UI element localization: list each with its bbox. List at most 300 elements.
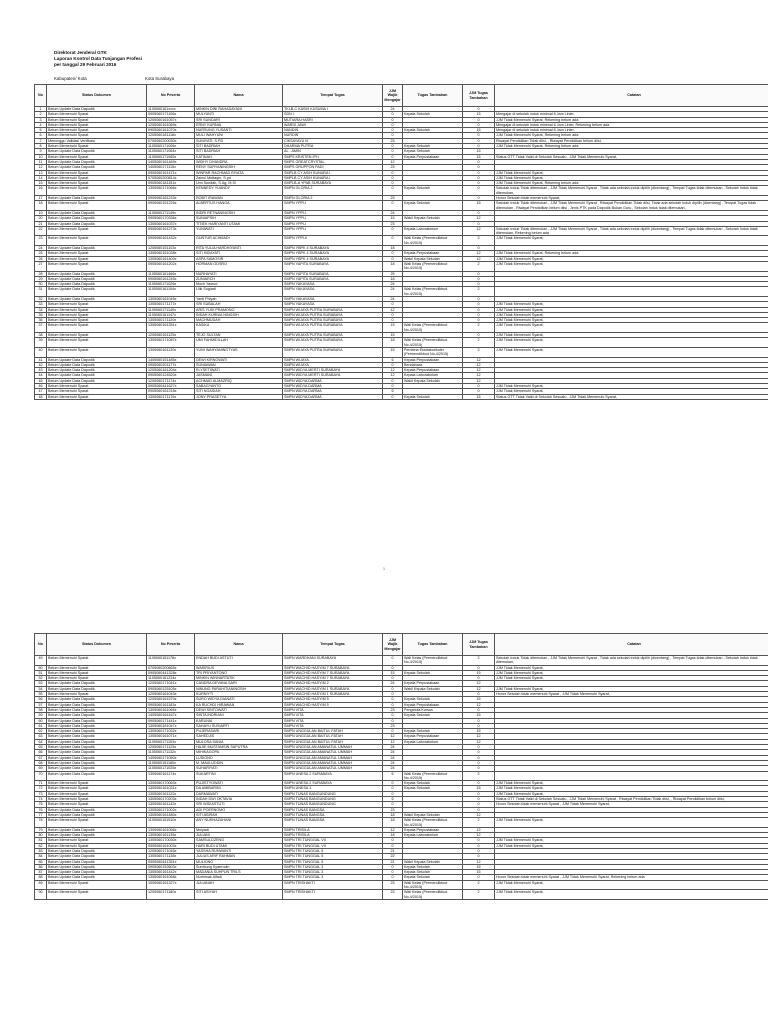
col-jjm: 12 <box>383 739 403 744</box>
col-peserta: 1105060171149x <box>147 210 195 215</box>
table-row <box>35 287 768 297</box>
col-jjm: 15 <box>383 323 403 333</box>
col-jjm: 12 <box>383 827 403 832</box>
col-tugas: Kepala Sekolah <box>403 875 463 880</box>
col-jjm: 24 <box>383 745 403 750</box>
col-no: 33 <box>35 302 47 307</box>
col-no: 83 <box>35 848 47 853</box>
col-jjm: 15 <box>383 216 403 221</box>
col-jjm-tugas: 15 <box>463 154 495 159</box>
col-status: Belum Update Data Dapodik <box>47 362 147 367</box>
col-no: 57 <box>35 702 47 707</box>
col-nama: SUNIAPSIH <box>195 216 283 221</box>
col-jjm: 15 <box>383 670 403 675</box>
col-peserta: 1305060170203x <box>147 797 195 802</box>
col-no: 81 <box>35 838 47 843</box>
col-jjm-tugas: 12 <box>463 734 495 739</box>
col-jjm-tugas: 0 <box>463 781 495 786</box>
col-nama: INDAH DWI OKTAVIA <box>195 797 283 802</box>
col-status: Belum Memenuhi Syarat <box>47 384 147 389</box>
col-catatan: JJM Tidak Memenuhi Syarat, <box>495 838 768 843</box>
col-tugas: Wali Kelas (Permendikbud No.4/2015) <box>403 323 463 333</box>
col-jjm: 18 <box>383 261 403 271</box>
col-tempat: NURDIN <box>283 133 383 138</box>
col-peserta: 0705060200665x <box>147 665 195 670</box>
col-nama: SUNIAWAN <box>195 362 283 367</box>
col-peserta: 1205060171045x <box>147 848 195 853</box>
col-nama: ASPA SAMOSIR <box>195 256 283 261</box>
col-status: Belum Update Data Dapodik <box>47 750 147 755</box>
col-jjm: 0 <box>383 149 403 154</box>
header-line-1: Direktorat Jenderal GTK <box>54 50 107 55</box>
col-tempat: SMPN TUNAS BANGSA <box>283 812 383 817</box>
col-peserta: 1205060171125x <box>147 745 195 750</box>
col-catatan: JJM Tidak Memenuhi Syarat, <box>495 890 768 900</box>
col-peserta: 0905060161273x <box>147 226 195 236</box>
col-tempat: SMPN YPPI-I <box>283 226 383 236</box>
col-jjm-tugas: 12 <box>463 833 495 838</box>
col-no: 32 <box>35 296 47 301</box>
col-nama: ERNY KURNIA <box>195 122 283 127</box>
col-nama: SINTA INDRIANI <box>195 713 283 718</box>
col-catatan: JJM Tidak Memenuhi Syarat, <box>495 175 768 180</box>
col-nama: MIHIKAGOPA <box>195 750 283 755</box>
col-jjm-tugas: 0 <box>463 854 495 859</box>
col-jjm: 12 <box>383 373 403 378</box>
col-status: Belum Update Data Dapodik <box>47 221 147 226</box>
col-jjm-tugas: 12 <box>463 216 495 221</box>
col-peserta: 1205060161570x <box>147 697 195 702</box>
col-jjm-tugas: 12 <box>463 251 495 256</box>
col-catatan: Status GTT Tidak Valid di Sekolah Sesuatu , JJM Tidak Memenuhi Syarat , Riwayat Pendidikan Tidak diisi, , Riwayat Pendidikan belum diisi, <box>495 797 768 802</box>
col-no: 42 <box>35 362 47 367</box>
col-no: 34 <box>35 307 47 312</box>
col-no: 54 <box>35 686 47 691</box>
col-tugas: Wali Kelas (Permendikbud No.4/2015) <box>403 880 463 890</box>
col-peserta: 1305060161142x <box>147 802 195 807</box>
col-no: 74 <box>35 797 47 802</box>
col-peserta: 1305060161442x <box>147 870 195 875</box>
col-nama: SRI SUBALAH <box>195 302 283 307</box>
col-status: Belum Update Data Dapodik <box>47 848 147 853</box>
col-nama: SAHEDJIS <box>195 734 283 739</box>
col-status: Belum Memenuhi Syarat <box>47 312 147 317</box>
col-peserta: 0905060441627x <box>147 384 195 389</box>
col-peserta: 0905060161003x <box>147 843 195 848</box>
col-jjm: 18 <box>383 812 403 817</box>
col-no: 2 <box>35 112 47 117</box>
col-catatan: JJM Tidak Memenuhi Syarat, <box>495 843 768 848</box>
col-peserta: 1305060161130x <box>147 347 195 357</box>
col-status: Belum Memenuhi Syarat <box>47 323 147 333</box>
col-tugas: Wali Kelas (Permendikbud No.4/2015) <box>403 236 463 246</box>
col-no: 78 <box>35 818 47 828</box>
col-tempat: MUTIARA HASRI <box>283 117 383 122</box>
col-no: 89 <box>35 880 47 890</box>
col-tempat: SMPN UNGGULAN AMANATUL UMMAH <box>283 760 383 765</box>
col-no: 4 <box>35 122 47 127</box>
col-tempat: SMPLB CY ASIH KUNARA I <box>283 170 383 175</box>
col-peserta: 1105060171064x <box>147 149 195 154</box>
col-status: Belum Update Data Dapodik <box>47 276 147 281</box>
col-jjm: 0 <box>383 175 403 180</box>
col-jjm-tugas: 0 <box>463 296 495 301</box>
col-jjm-tugas: 15 <box>463 729 495 734</box>
col-jjm-tugas: 0 <box>463 384 495 389</box>
col-peserta: 1205060181118x <box>147 133 195 138</box>
col-jjm-tugas: 15 <box>463 713 495 718</box>
col-jjm: 24 <box>383 296 403 301</box>
col-jjm: 23 <box>383 890 403 900</box>
col-catatan: JJM Tidak Memenuhi Syarat, <box>495 676 768 681</box>
col-catatan: Status GTT Tidak Valid di Sekolah Sesuatu , JJM Tidak Memenuhi Syarat, <box>495 154 768 159</box>
col-nama: INDRI RETNANINGSIH <box>195 210 283 215</box>
col-status: Belum Memenuhi Syarat <box>47 394 147 399</box>
col-status: Belum Update Data Dapodik <box>47 107 147 112</box>
col-jjm: 0 <box>383 786 403 791</box>
col-tempat: SMPN WACHID HASYIM 5 <box>283 702 383 707</box>
col-nama: DEWI KIRNOWATI <box>195 357 283 362</box>
col-jjm-tugas: 0 <box>463 276 495 281</box>
header-col-tugas: Tugas Tambahan <box>403 634 463 656</box>
col-peserta: 1205060161043x <box>147 692 195 697</box>
col-jjm: 23 <box>383 723 403 728</box>
col-nama: TEJO SULTAN <box>195 333 283 338</box>
col-catatan: JJM Tidak Memenuhi Syarat, <box>495 323 768 333</box>
col-tempat: TKLB-C KASIH KUSUMA I <box>283 107 383 112</box>
col-status: Belum Memenuhi Syarat <box>47 175 147 180</box>
col-peserta: 1105060171140x <box>147 307 195 312</box>
col-jjm: 0 <box>383 312 403 317</box>
col-jjm-tugas: 2 <box>463 236 495 246</box>
table-row <box>35 201 768 211</box>
col-jjm-tugas: 0 <box>463 318 495 323</box>
col-status: Belum Memenuhi Syarat <box>47 112 147 117</box>
col-jjm-tugas: 15 <box>463 394 495 399</box>
col-peserta: 1005060161327x <box>147 880 195 890</box>
col-no: 56 <box>35 697 47 702</box>
col-no: 51 <box>35 670 47 675</box>
col-catatan: Sekolah Induk Tidak ditemukan , JJM Tidak Memenuhi Syarat , Tidak ada sekolah induk dipilih (dicentang) , Tempat Tugas tidak ditemukan , Sekolah Induk tidak ditemukan, <box>495 186 768 196</box>
col-no: 20 <box>35 216 47 221</box>
header-line-2: Laporan Kontrol Data Tunjangan Profesi <box>54 56 142 61</box>
col-no: 29 <box>35 276 47 281</box>
col-catatan: JJM Tidak Memenuhi Syarat, <box>495 338 768 348</box>
col-peserta: 0905060161070x <box>147 128 195 133</box>
col-peserta: 1305060171087x <box>147 338 195 348</box>
col-tempat: SMPN TUNAS BANGSA <box>283 807 383 812</box>
col-peserta: 0905060125105x <box>147 686 195 691</box>
col-jjm-tugas: 12 <box>463 226 495 236</box>
col-peserta: 1305060161135x <box>147 833 195 838</box>
header-col-peserta: No Peserta <box>147 634 195 656</box>
col-status: Belum Update Data Dapodik <box>47 833 147 838</box>
col-nama: SITI ASIYAH <box>195 890 283 900</box>
col-tempat: SMPN WACHID HASYIM 5 <box>283 697 383 702</box>
col-jjm-tugas: 0 <box>463 138 495 143</box>
col-tugas: Kepala Sekolah <box>403 729 463 734</box>
col-jjm: 12 <box>383 307 403 312</box>
col-jjm: 23 <box>383 807 403 812</box>
col-no: 87 <box>35 870 47 875</box>
col-nama: RITA YULIA HARDHIYANTI <box>195 246 283 251</box>
col-tempat: SMPN UNGGULAN AMANATUL UMMAH <box>283 745 383 750</box>
col-tempat: SMPN WIJAYA PUTRA SURABAYA <box>283 307 383 312</box>
col-status: Belum Update Data Dapodik <box>47 812 147 817</box>
table-row <box>35 818 768 828</box>
col-tempat: SMPN WIDYA MERTI SURABAYA <box>283 373 383 378</box>
header-col-jjm-tugas: JJM Tugas Tambahan <box>463 634 495 656</box>
col-nama: SABAGYANTO <box>195 384 283 389</box>
col-nama: KENNEDY YUANDY <box>195 186 283 196</box>
col-jjm: 0 <box>383 729 403 734</box>
col-peserta: 1305060170063x <box>147 781 195 786</box>
col-tempat: SMPN TRI TUNGGAL VII <box>283 838 383 843</box>
col-nama: ADI POERNOMO <box>195 807 283 812</box>
col-nama: ALBERTUS HANGA <box>195 201 283 211</box>
col-jjm: 0 <box>383 226 403 236</box>
col-status: Belum Memenuhi Syarat <box>47 802 147 807</box>
col-no: 47 <box>35 389 47 394</box>
col-jjm: 0 <box>383 686 403 691</box>
col-nama: KATINAH <box>195 154 283 159</box>
col-jjm: 18 <box>383 276 403 281</box>
col-jjm-tugas: 0 <box>463 246 495 251</box>
col-tugas: Kepala Perpustakaan <box>403 681 463 686</box>
col-nama: MADANIA SUHPUN TRILS <box>195 870 283 875</box>
col-peserta: 1105060161147x <box>147 312 195 317</box>
col-tugas: Kepala Sekolah <box>403 781 463 786</box>
col-jjm: 24 <box>383 287 403 297</box>
col-peserta: 1305060171120x <box>147 318 195 323</box>
col-nama: MINKIN DINI RAHADAYANI <box>195 107 283 112</box>
col-nama: TITIEK HARIYANTI UTAMI <box>195 221 283 226</box>
col-nama: Mulyadi <box>195 827 283 832</box>
col-no: 58 <box>35 707 47 712</box>
col-no: 80 <box>35 833 47 838</box>
col-nama: MULOSA SANIA <box>195 739 283 744</box>
col-no: 31 <box>35 287 47 297</box>
header-col-no: No <box>35 634 47 656</box>
col-tempat: SMPN YBPK 4 SURABAYA <box>283 246 383 251</box>
col-peserta: 1305060161031x <box>147 786 195 791</box>
col-tempat: SMPN WIDYA MERTI SURABAYA <box>283 368 383 373</box>
col-catatan: JJM Tidak Memenuhi Syarat, <box>495 880 768 890</box>
col-status: Belum Memenuhi Syarat <box>47 692 147 697</box>
col-nama: DEWI SINTOWATI <box>195 707 283 712</box>
col-no: 79 <box>35 827 47 832</box>
col-jjm: 12 <box>383 734 403 739</box>
col-peserta: 1305060161351x <box>147 323 195 333</box>
col-jjm-tugas: 2 <box>463 880 495 890</box>
col-peserta: 0705060200814x <box>147 175 195 180</box>
col-status: Belum Memenuhi Syarat <box>47 170 147 175</box>
col-jjm: 0 <box>383 112 403 117</box>
col-tempat: SMPN WACHID HASYIM 1 SURABAYA <box>283 692 383 697</box>
col-status: Belum Update Data Dapodik <box>47 686 147 691</box>
col-no: 18 <box>35 201 47 211</box>
col-peserta: 0905060181151x <box>147 181 195 186</box>
col-jjm: 18 <box>383 818 403 828</box>
col-tugas: Kepala Sekolah <box>403 186 463 196</box>
col-tempat: SMPN YAKAYASA <box>283 302 383 307</box>
header-col-no: No <box>35 85 47 107</box>
col-tempat: WARDI JAWI <box>283 122 383 127</box>
col-peserta: 0905060161245x <box>147 276 195 281</box>
col-jjm-tugas: 12 <box>463 378 495 383</box>
col-jjm: 0 <box>383 791 403 796</box>
col-nama: SRI WIDIASTUTI <box>195 802 283 807</box>
col-tugas: Kepala Perpustakaan <box>403 251 463 256</box>
col-tempat: SMPN WIJAYA PUTRA SURABAYA <box>283 323 383 333</box>
col-nama: LUSIONO <box>195 755 283 760</box>
col-peserta: 1105060151160x <box>147 760 195 765</box>
col-status: Belum Update Data Dapodik <box>47 159 147 164</box>
col-jjm-tugas: 15 <box>463 112 495 117</box>
col-status: Belum Update Data Dapodik <box>47 373 147 378</box>
col-tempat: SMPN UNGGULAN BAITUL FATAH <box>283 729 383 734</box>
col-peserta: 1305060161037x <box>147 221 195 226</box>
col-status: Belum Memenuhi Syarat <box>47 302 147 307</box>
col-nama: NINUNG PARAHITIANINGSIH <box>195 686 283 691</box>
col-tugas: Kepala Sekolah <box>403 394 463 399</box>
col-nama: JULIANAH <box>195 880 283 890</box>
col-no: 14 <box>35 175 47 180</box>
col-tempat: SMPN WACHID HASYIM 2 <box>283 681 383 686</box>
col-peserta: 1205060151103x <box>147 246 195 251</box>
col-jjm-tugas: 12 <box>463 368 495 373</box>
col-no: 77 <box>35 812 47 817</box>
col-jjm: 0 <box>383 875 403 880</box>
col-peserta: 1405060151485x <box>147 357 195 362</box>
col-nama: HAJIE MUSTAMSIN SAPUTRA <box>195 745 283 750</box>
col-jjm: 0 <box>383 864 403 869</box>
col-no: 62 <box>35 729 47 734</box>
col-no: 66 <box>35 750 47 755</box>
col-jjm: 0 <box>383 692 403 697</box>
col-peserta: 1205060161069x <box>147 122 195 127</box>
col-jjm-tugas: 0 <box>463 665 495 670</box>
col-tempat: SMPN WIJAYA PUTRA SURABAYA <box>283 312 383 317</box>
col-jjm-tugas: 15 <box>463 128 495 133</box>
col-jjm-tugas: 15 <box>463 670 495 675</box>
col-jjm-tugas: 12 <box>463 357 495 362</box>
col-status: Belum Memenuhi Syarat <box>47 186 147 196</box>
col-catatan: JJM Tidak Memenuhi Syarat, <box>495 786 768 791</box>
col-tempat: SMPN WIJAYA <box>283 357 383 362</box>
col-jjm: 0 <box>383 656 403 666</box>
col-no: 43 <box>35 368 47 373</box>
header-col-jjm: JJM Wajib Mengajar <box>383 85 403 107</box>
col-tugas: Kepala Laboratorium <box>403 739 463 744</box>
col-catatan: JJM Tidak Memenuhi Syarat, <box>495 302 768 307</box>
col-jjm-tugas: 0 <box>463 843 495 848</box>
col-nama: Lilik Sugiarti <box>195 287 283 297</box>
col-catatan: Sekolah Induk Tidak ditemukan , JJM Tidak Memenuhi Syarat , Tidak ada sekolah induk dipilih (dicentang) , Tempat Tugas tidak ditemukan , Sekolah Induk tidak ditemukan, <box>495 656 768 666</box>
col-peserta: 1105060171132x <box>147 750 195 755</box>
col-peserta: 1205060171041x <box>147 681 195 686</box>
col-status: Belum Memenuhi Syarat <box>47 843 147 848</box>
col-jjm: 12 <box>383 368 403 373</box>
col-tugas: Kepala Perpustakaan <box>403 357 463 362</box>
col-tugas: Kepala Sekolah <box>403 149 463 154</box>
col-peserta: 0905060170336x <box>147 216 195 221</box>
col-catatan: JJM Tidak Memenuhi Syarat, <box>495 307 768 312</box>
col-no: 61 <box>35 723 47 728</box>
col-jjm: 0 <box>383 144 403 149</box>
col-jjm-tugas: 12 <box>463 373 495 378</box>
header-col-status: Status Dokumen <box>47 85 147 107</box>
col-status: Belum Memenuhi Syarat <box>47 318 147 323</box>
col-no: 82 <box>35 843 47 848</box>
col-status: Belum Update Data Dapodik <box>47 216 147 221</box>
col-tugas: Kepala Sekolah <box>403 670 463 675</box>
col-status: Belum Update Data Dapodik <box>47 807 147 812</box>
col-jjm-tugas: 0 <box>463 875 495 880</box>
col-jjm: 0 <box>383 133 403 138</box>
col-jjm-tugas: 15 <box>463 786 495 791</box>
col-catatan: Sekolah Induk Tidak ditemukan , JJM Tidak Memenuhi Syarat , Riwayat Pendidikan Tidak diisi, Tidak ada sekolah induk dipilih (dicentang) , Tempat Tugas tidak ditemukan , Riwayat Pendidikan belum diisi , Jenis PTK pada Dapodik Bukan Guru , Sekolah Induk tidak ditemukan, <box>495 201 768 211</box>
col-no: 17 <box>35 196 47 201</box>
col-no: 9 <box>35 149 47 154</box>
col-jjm-tugas: 0 <box>463 122 495 127</box>
col-peserta: 1405060171050x <box>147 755 195 760</box>
col-catatan: JJM Tidak Memenuhi Syarat, <box>495 236 768 246</box>
col-tugas: Kepala Perpustakaan <box>403 154 463 159</box>
col-nama: YASSHA RUNWANTI <box>195 848 283 853</box>
col-status: Belum Memenuhi Syarat <box>47 181 147 186</box>
col-nama: ELYSETIWATI <box>195 368 283 373</box>
col-status: Belum Update Data Dapodik <box>47 734 147 739</box>
col-nama: JULIANI <box>195 833 283 838</box>
col-nama: CANDRA DEVANA SARI <box>195 681 283 686</box>
col-status: Belum Update Data Dapodik <box>47 165 147 170</box>
col-tempat: SMPN TUNAS BANGUNDUNG <box>283 797 383 802</box>
col-jjm: 6 <box>383 357 403 362</box>
col-jjm: 0 <box>383 181 403 186</box>
table-row <box>35 890 768 900</box>
col-jjm: 24 <box>383 755 403 760</box>
report-table-1 <box>34 84 768 400</box>
table-row <box>35 771 768 781</box>
col-status: Belum Update Data Dapodik <box>47 771 147 781</box>
col-no: 15 <box>35 181 47 186</box>
col-status: Belum Update Data Dapodik <box>47 368 147 373</box>
col-tugas: Wali Kelas (Permendikbud No.4/2015) <box>403 771 463 781</box>
col-status: Belum Update Data Dapodik <box>47 766 147 771</box>
table-row <box>35 236 768 246</box>
col-status: Belum Update Data Dapodik <box>47 271 147 276</box>
col-no: 64 <box>35 739 47 744</box>
col-peserta: 1105060171103x <box>147 739 195 744</box>
header-col-tugas: Tugas Tambahan <box>403 85 463 107</box>
col-nama: DARMAWATI <box>195 791 283 796</box>
col-catatan: Honor Sekolah tidak memenuhi Syarat, <box>495 196 768 201</box>
col-tugas: Pengelola Kursus <box>403 707 463 712</box>
col-jjm-tugas: 2 <box>463 818 495 828</box>
col-jjm: 0 <box>383 394 403 399</box>
col-catatan: JJM Tidak Memenuhi Syarat, <box>495 170 768 175</box>
col-peserta: 1105060161466x <box>147 271 195 276</box>
col-jjm: 23 <box>383 165 403 170</box>
col-jjm: 15 <box>383 333 403 338</box>
col-jjm: 0 <box>383 870 403 875</box>
col-tempat: SMPN WACHID HASYIM 7 SURABAYA <box>283 676 383 681</box>
table-row <box>35 323 768 333</box>
col-tugas: Kepala Laboratorium <box>403 373 463 378</box>
col-tugas: Kepala Perpustakaan <box>403 368 463 373</box>
col-peserta: 1305060161065x <box>147 707 195 712</box>
